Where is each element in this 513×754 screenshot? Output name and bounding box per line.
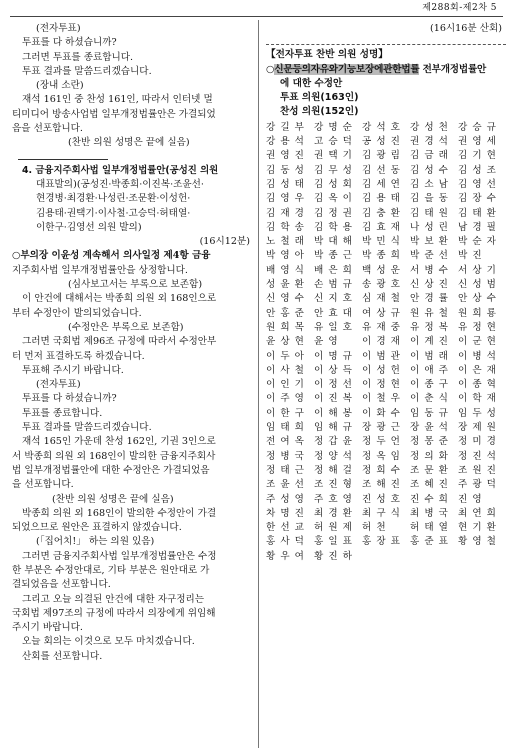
member-name: 이 해 봉 [314,407,353,419]
member-name: 이 범 관 [362,350,401,362]
agenda-item-4 [12,164,254,235]
left-text-line: 터 먼저 표결하도록 하겠습니다. [12,350,145,362]
member-name: 강 용 석 [266,136,305,148]
member-name: 안 상 수 [458,293,497,305]
bill-title-line2: 에 대한 수정안 [280,77,343,89]
page-header [0,0,513,16]
member-name: 김 금 래 [410,150,449,162]
member-name: 홍 준 표 [410,536,449,548]
member-name: 이 성 헌 [362,364,401,376]
member-name: 유 재 중 [362,321,401,333]
member-name: 조 원 진 [458,464,497,476]
member-name: 이 군 현 [458,336,497,348]
member-name: 손 범 규 [314,279,353,291]
left-text-line: 국회법 제97조의 규정에 따라서 의장에게 위임해 [12,607,216,619]
member-name: 김 정 권 [314,207,353,219]
member-name: 신 성 범 [458,279,497,291]
page-number-label: 제288회-제2차 5 [422,3,497,13]
member-name: 이 애 주 [410,364,449,376]
left-text-line: (장내 소란) [36,80,84,92]
member-name: 조 혜 진 [410,479,449,491]
left-text-line: (전자투표) [36,379,81,391]
member-name: 박 보 환 [410,236,449,248]
left-text-line: 투표를 종료합니다. [22,407,103,419]
member-name: 이 사 철 [266,364,305,376]
member-name: 최 구 식 [362,507,401,519]
member-name: 장 광 근 [362,422,401,434]
member-name: 김 용 태 [362,193,401,205]
member-name: 이 정 현 [362,379,401,391]
member-name: 김 무 성 [314,164,353,176]
member-name: 이 범 래 [410,350,449,362]
member-name: 이 명 규 [314,350,353,362]
member-name: 원 희 룡 [458,307,497,319]
member-name: 백 성 운 [362,264,401,276]
member-name: 조 윤 선 [266,479,305,491]
member-name: 이 진 복 [314,393,353,405]
left-text-line: (「집어치!」 하는 의원 있음) [36,536,155,548]
agenda-line: 대표발의)(공성진·박종희·이진복·조윤선· [36,178,204,190]
member-name: 현 기 환 [458,522,497,534]
member-name: 주 광 덕 [458,479,497,491]
member-name: 안 홍 준 [266,307,305,319]
member-name: 김 을 동 [410,193,449,205]
member-name: 김 성 태 [266,178,305,190]
left-text-line: 그리고 오늘 의결된 안건에 대한 자구정리는 [22,593,205,605]
member-name: 김 기 현 [458,150,497,162]
member-name: 정 몽 준 [410,436,449,448]
time-mark: (16시12분) [199,236,250,248]
left-text-line: (전자투표) [36,23,81,34]
member-name: 진 수 희 [410,493,449,505]
member-name: 이 철 우 [362,393,401,405]
member-name: 정 태 근 [266,464,305,476]
left-text-line: 박종희 의원 외 168인이 발의한 수정안이 가결 [22,507,217,519]
left-text-line: 투표를 다 하셨습니까? [22,37,117,49]
member-name: 정 미 경 [458,436,497,448]
member-name: 김 옥 이 [314,193,353,205]
member-name: 김 태 원 [410,207,449,219]
member-name: 최 경 환 [314,507,353,519]
member-name: 허 천 [362,522,387,534]
member-name: 정 두 언 [362,436,401,448]
agenda-line: 4. 금융지주회사법 일부개정법률안(공성진 의원 [22,164,219,176]
member-name: 이 주 영 [266,393,305,405]
member-name: 조 문 환 [410,464,449,476]
member-name: 조 진 형 [314,479,353,491]
member-name: 황 영 철 [458,536,497,548]
member-name: 김 학 용 [314,221,353,233]
member-name: 박 준 선 [410,250,449,262]
member-name: 홍 장 표 [362,536,401,548]
left-block-1 [12,22,254,151]
member-name: 신 영 수 [266,293,305,305]
member-name: 박 종 희 [362,250,401,262]
member-name: 김 장 수 [458,193,497,205]
member-name: 정 의 화 [410,450,449,462]
member-name: 황 진 하 [314,550,353,562]
member-name: 박 종 근 [314,250,353,262]
member-name: 김 충 환 [362,207,401,219]
bill-highlight: 신문등의자유와기능보장에관한법률 [274,63,420,75]
left-text-line: 이 안건에 대해서는 박종희 의원 외 168인으로 [22,293,217,305]
member-name: 이 정 선 [314,379,353,391]
left-text-line: 을 선포합니다. [12,479,74,491]
agenda-line: 현경병·최경환·나성린·조문환·이성헌· [36,193,191,205]
member-name: 허 원 제 [314,522,353,534]
member-name: 이 종 혁 [458,379,497,391]
left-text-line: 부터 수정안이 발의되었습니다. [12,307,142,319]
member-name: 서 병 수 [410,264,449,276]
member-name: 김 영 선 [458,178,497,190]
member-name: 서 상 기 [458,264,497,276]
member-name: 유 일 호 [314,321,353,333]
member-name: 주 성 영 [266,493,305,505]
member-name: 이 은 재 [458,364,497,376]
member-name: 이 두 아 [266,350,305,362]
member-name: 정 진 석 [458,450,497,462]
member-name: 김 영 우 [266,193,305,205]
member-name: 최 병 국 [410,507,449,519]
member-name: 김 성 수 [410,164,449,176]
member-name: 김 선 동 [362,164,401,176]
left-text-line: 투표 결과를 말씀드리겠습니다. [22,65,152,77]
left-text-line: (찬반 의원 성명은 끝에 실음) [68,137,190,149]
member-name: 이 종 구 [410,379,449,391]
member-name: 박 민 식 [362,236,401,248]
member-name: 강 명 순 [314,121,353,133]
member-name: 장 제 원 [458,422,497,434]
bill-prefix: ○ [266,63,275,75]
member-name: 정 병 국 [266,450,305,462]
member-name: 이 경 재 [362,336,401,348]
left-text-line: 주시기 바랍니다. [12,622,83,634]
left-text-line: 그러면 금융지주회사법 일부개정법률안은 수정 [22,550,217,562]
member-name: 안 효 대 [314,307,353,319]
member-name: 김 재 경 [266,207,305,219]
member-name: 신 상 진 [410,279,449,291]
member-name: 황 우 여 [266,550,305,562]
member-name: 김 학 송 [266,221,305,233]
member-name: 윤 영 [314,336,339,348]
member-name: 이 상 득 [314,364,353,376]
member-name: 주 호 영 [314,493,353,505]
member-name: 권 택 기 [314,150,353,162]
member-name: 유 정 현 [458,321,497,333]
member-name: 심 재 철 [362,293,401,305]
member-name: 윤 상 현 [266,336,305,348]
left-text-line: (찬반 의원 성명은 끝에 실음) [52,493,174,505]
member-name: 공 성 진 [362,136,401,148]
left-text-line: 그러면 국회법 제96조 규정에 따라서 수정안부 [22,336,217,348]
left-text-line: ○부의장 이윤성 계속해서 의사일정 제4항 금융 [12,250,211,262]
right-rule [266,44,506,45]
member-name: 강 길 부 [266,121,305,133]
bill-title [266,63,506,77]
member-name: 배 영 식 [266,264,305,276]
member-name: 이 화 수 [362,407,401,419]
bill-suffix: 전부개정법률안 [419,63,487,75]
member-name: 정 옥 임 [362,450,401,462]
member-name: 진 영 [458,493,483,505]
member-name: 강 석 호 [362,121,401,133]
member-name: 권 영 진 [266,150,305,162]
left-block-2 [12,249,254,664]
right-column [266,22,506,564]
left-text-line: 서 박종희 의원 외 168인이 발의한 금융지주회사 [12,450,216,462]
member-name: 이 병 석 [458,350,497,362]
member-name: 최 연 희 [458,507,497,519]
section-rule [18,159,108,160]
column-divider [258,20,259,748]
member-name: 성 윤 환 [266,279,305,291]
left-text-line: 투표를 다 하셨습니까? [22,393,117,405]
left-text-line: 투표해 주시기 바랍니다. [22,364,124,376]
member-name: 신 지 호 [314,293,353,305]
member-name: 이 학 재 [458,393,497,405]
member-name: 정 해 걸 [314,464,353,476]
member-name: 이 인 기 [266,379,305,391]
member-name: 권 영 세 [458,136,497,148]
member-name: 차 명 진 [266,507,305,519]
left-text-line: 음을 선포합니다. [12,123,83,135]
left-text-line: 지주회사법 일부개정법률안을 상정합니다. [12,264,188,276]
member-name: 정 양 석 [314,450,353,462]
member-name: 박 영 아 [266,250,305,262]
agenda-line: 김용태·권택기·이사철·고승덕·허태열· [36,207,191,219]
member-name: 한 선 교 [266,522,305,534]
member-name-grid [266,121,506,564]
member-name: 임 해 규 [314,422,353,434]
left-text-line: 되었으므로 원안은 표결하지 않겠습니다. [12,522,182,534]
member-name: 강 성 천 [410,121,449,133]
header-rule [10,16,503,17]
left-column [12,22,254,664]
vote-section-title: 【전자투표 찬반 의원 성명】 [266,49,388,61]
left-text-line: 그러면 투표를 종료합니다. [22,51,134,63]
left-text-line: 재석 161인 중 찬성 161인, 따라서 인터넷 멀 [22,94,213,106]
member-name: 허 태 열 [410,522,449,534]
member-name: 안 경 률 [410,293,449,305]
left-text-line: 티미디어 방송사업법 일부개정법률안은 가결되었 [12,108,216,120]
member-name: 장 윤 석 [410,422,449,434]
yes-count: 찬성 의원(152인) [280,106,359,118]
member-name: 김 성 조 [458,164,497,176]
member-name: 임 동 규 [410,407,449,419]
member-name: 김 소 남 [410,178,449,190]
member-name: 김 태 환 [458,207,497,219]
member-name: 김 성 회 [314,178,353,190]
member-name: 노 철 래 [266,236,305,248]
member-name: 박 대 해 [314,236,353,248]
member-name: 박 순 자 [458,236,497,248]
member-name: 권 경 석 [410,136,449,148]
left-text-line: (수정안은 부록으로 보존함) [68,321,184,333]
member-name: 김 동 성 [266,164,305,176]
member-name: 원 희 목 [266,321,305,333]
member-name: 남 경 필 [458,221,497,233]
left-text-line: 투표 결과를 말씀드리겠습니다. [22,422,152,434]
member-name: 송 광 호 [362,279,401,291]
member-name: 정 희 수 [362,464,401,476]
member-name: 전 여 옥 [266,436,305,448]
member-name: 이 춘 식 [410,393,449,405]
member-name: 이 계 진 [410,336,449,348]
member-name: 김 세 연 [362,178,401,190]
left-text-line: 산회를 선포합니다. [22,650,103,662]
member-name: 임 태 희 [266,422,305,434]
left-text-line: 재석 165인 가운데 찬성 162인, 기권 3인으로 [22,436,216,448]
adjourn-mark: (16시16분 산회) [429,23,502,34]
member-name: 여 상 규 [362,307,401,319]
member-name: 조 해 진 [362,479,401,491]
member-name: 배 은 희 [314,264,353,276]
left-text-line: (심사보고서는 부록으로 보존함) [68,279,203,291]
member-name: 이 한 구 [266,407,305,419]
member-name: 나 성 린 [410,221,449,233]
left-text-line: 법 일부개정법률안에 대한 수정안은 가결되었음 [12,464,210,476]
member-name: 김 효 재 [362,221,401,233]
left-text-line: 오늘 회의는 이것으로 모두 마치겠습니다. [22,636,195,648]
member-name: 진 성 호 [362,493,401,505]
left-text-line: 한 부분은 수정안대로, 기타 부분은 원안대로 가 [12,564,210,576]
member-name: 강 승 규 [458,121,497,133]
member-name: 김 광 림 [362,150,401,162]
member-name: 유 정 복 [410,321,449,333]
voter-count: 투표 의원(163인) [280,92,359,104]
member-name: 임 두 성 [458,407,497,419]
agenda-line: 이한구·김영선 의원 발의) [36,221,142,233]
member-name: 홍 사 덕 [266,536,305,548]
member-name: 홍 일 표 [314,536,353,548]
member-name: 정 갑 윤 [314,436,353,448]
left-text-line: 결되었음을 선포합니다. [12,579,111,591]
member-name: 박 진 [458,250,483,262]
member-name: 고 승 덕 [314,136,353,148]
member-name: 원 유 철 [410,307,449,319]
